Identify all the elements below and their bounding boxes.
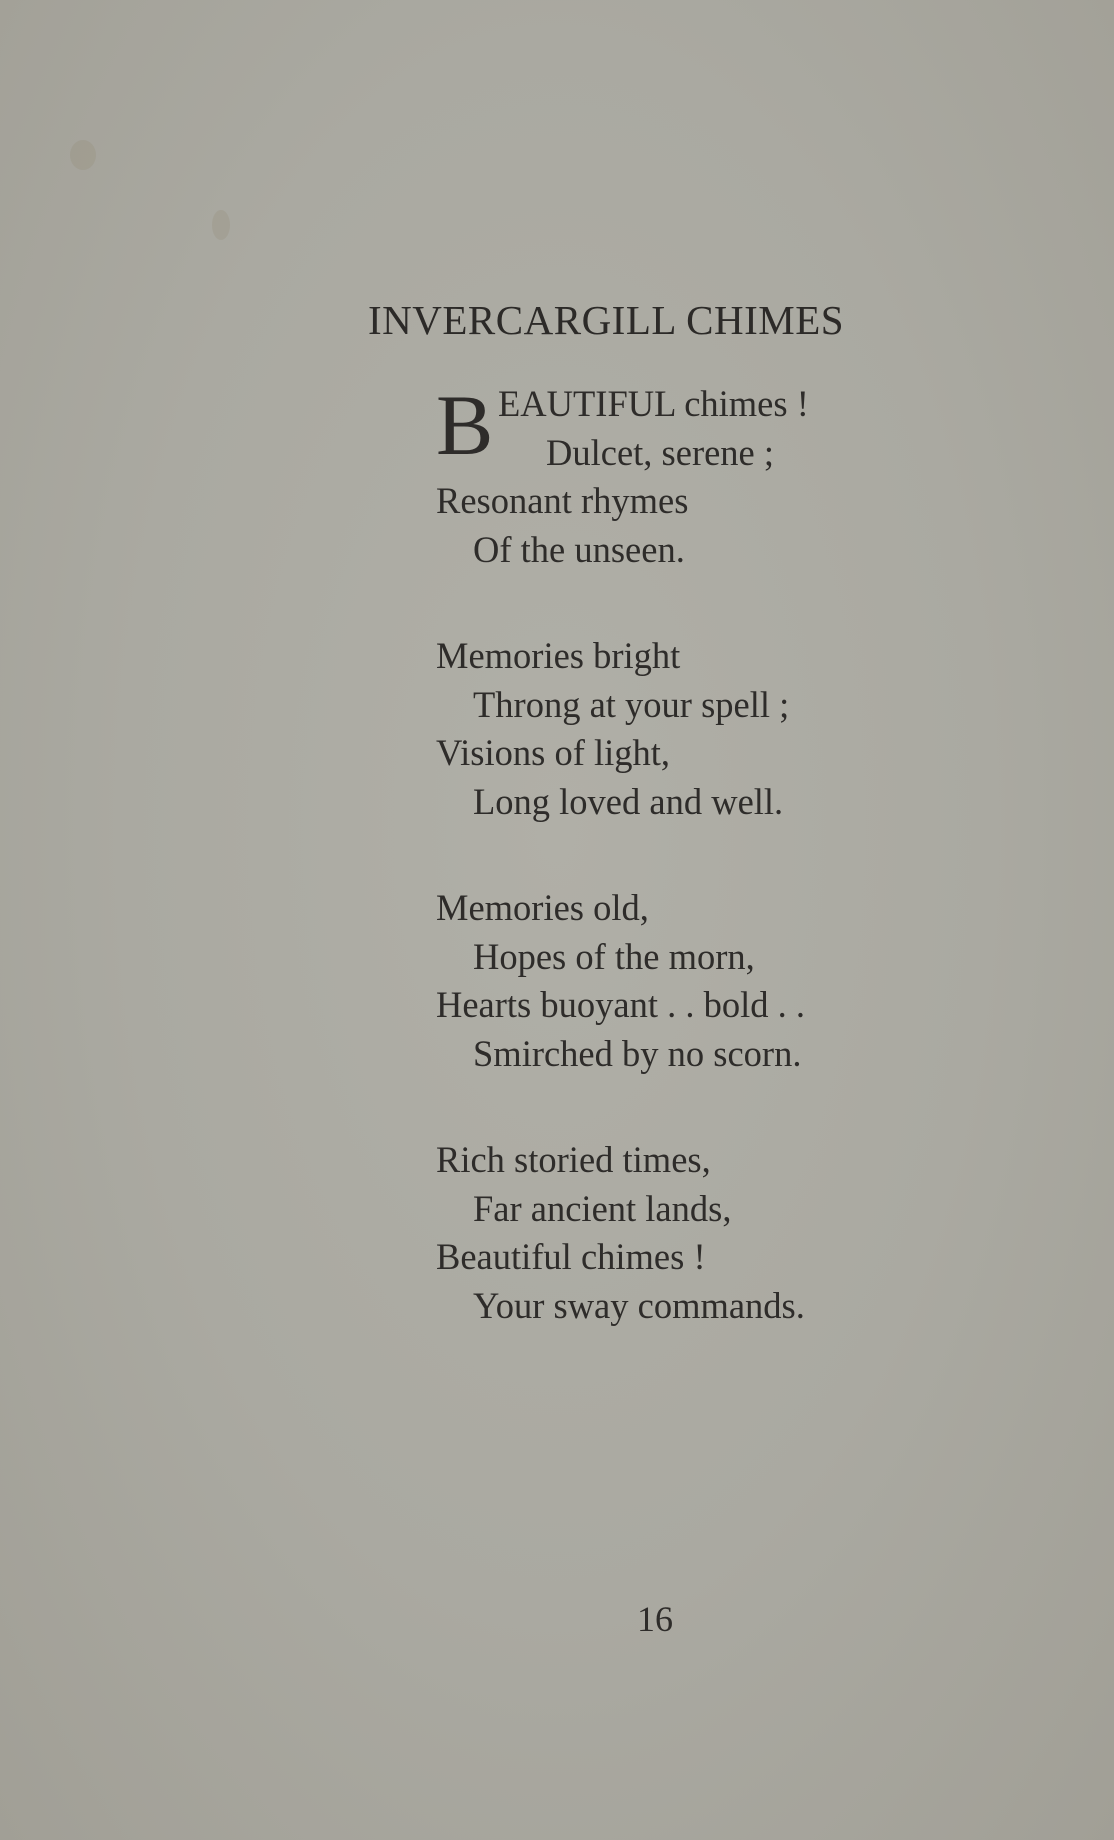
stanza-4 xyxy=(436,1136,996,1330)
opening-lines xyxy=(436,377,996,477)
poem-body xyxy=(436,377,996,1388)
poem-line: Throng at your spell ; xyxy=(473,683,790,725)
poem-line: Hopes of the morn, xyxy=(473,935,755,977)
poem-line: Hearts buoyant . . bold . . xyxy=(436,984,805,1025)
poem-line: Beautiful chimes ! xyxy=(436,1236,706,1277)
poem-line: Far ancient lands, xyxy=(473,1187,732,1229)
poem-line: EAUTIFUL chimes ! xyxy=(498,383,809,424)
poem-line: Dulcet, serene ; xyxy=(546,431,775,473)
poem-line: Memories bright xyxy=(436,635,681,676)
stanza-2 xyxy=(436,632,996,826)
poem-line: Smirched by no scorn. xyxy=(473,1032,802,1074)
page-number: 16 xyxy=(637,1599,673,1639)
stanza-1 xyxy=(436,377,996,574)
poem-line: Memories old, xyxy=(436,887,649,928)
stanza-3 xyxy=(436,884,996,1078)
poem-line: Rich storied times, xyxy=(436,1139,711,1180)
drop-cap: B xyxy=(436,377,494,473)
poem-line: Of the unseen. xyxy=(473,528,685,570)
poem-line: Long loved and well. xyxy=(473,780,784,822)
poem-line: Visions of light, xyxy=(436,732,671,773)
paper-stain xyxy=(70,140,96,170)
poem-line: Your sway commands. xyxy=(473,1284,805,1326)
poem-title: INVERCARGILL CHIMES xyxy=(368,297,845,343)
poem-line: Resonant rhymes xyxy=(436,480,689,521)
paper-stain xyxy=(212,210,230,240)
